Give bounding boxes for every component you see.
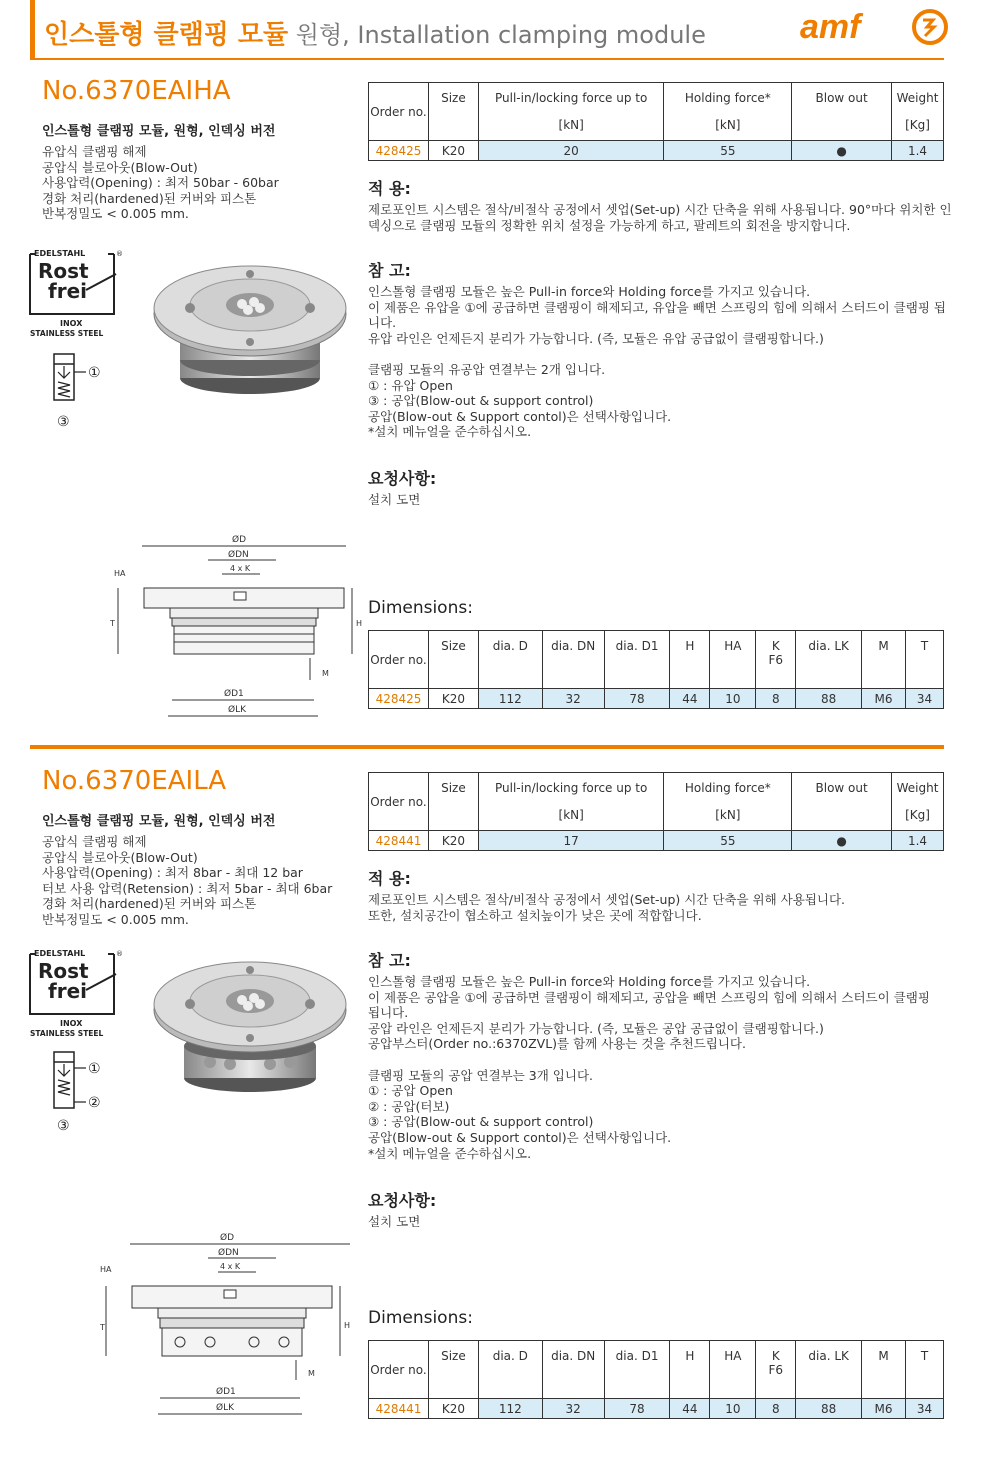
request-text: 설치 도면 bbox=[368, 492, 421, 507]
dim-label-dn: ØDN bbox=[228, 550, 249, 560]
dimensions-table bbox=[368, 630, 944, 709]
port-3-label: ③ bbox=[57, 1118, 70, 1134]
dim-label-k: 4 x K bbox=[220, 1262, 241, 1271]
dim-label-m: M bbox=[308, 1369, 315, 1378]
apply-text: 제로포인트 시스템은 절삭/비절삭 공정에서 셋업(Set-up) 시간 단축을 위해 사용됩니다. 90°마다 위치한 인 덱싱으로 클램핑 모듈의 정확한 위치 설정을 가능하게 하고, 팔레트의 회전을 방지합니다. bbox=[368, 202, 952, 233]
note-text: 인스톨형 클램핑 모듈은 높은 Pull-in force와 Holding force를 가지고 있습니다. 이 제품은 공압을 ①에 공급하면 클램핑이 해제되고, 공압을 빼면 스프링의 힘에 의해서 스터드이 클램핑 됩니다. 공압 라인은 언제든지 분리가 가능합니다. (즉, 모듈은 공압 공급없이 클램핑합니다.) 공압부스터(Order no.:6370ZVL)를 함께 사용는 것을 추천드립니다. 클램핑 모듈의 공압 연결부는 3개 입니다. ① : 공압 Open ② : 공압(터보) ③ : 공압(Blow-out & support control) 공압(Blow-out & Support contol)은 선택사항입니다. *설치 메뉴얼을 준수하십시오. bbox=[368, 974, 930, 1161]
dim-d: 112 bbox=[478, 689, 542, 709]
product-subtitle: 인스톨형 클램핑 모듈, 원형, 인덱싱 버전 bbox=[42, 814, 276, 829]
pull-value: 17 bbox=[478, 831, 664, 851]
col-pull-unit: [kN] bbox=[478, 802, 664, 831]
table-row bbox=[369, 689, 944, 709]
rostfrei-line5: STAINLESS STEEL bbox=[30, 329, 104, 338]
col-order-header: Order no. bbox=[369, 773, 429, 831]
spec-item: 공압식 블로아웃(Blow-Out) bbox=[42, 159, 198, 175]
spec-item: 사용압력(Opening) : 최저 8bar - 최대 12 bar bbox=[42, 865, 303, 881]
rostfrei-reg: ® bbox=[116, 250, 123, 258]
dim-col-order: Order no. bbox=[369, 631, 429, 689]
col-pull-header: Pull-in/locking force up to bbox=[478, 83, 664, 112]
rostfrei-badge bbox=[28, 246, 124, 342]
pneumatic-symbol bbox=[48, 1048, 118, 1134]
dim-col-d: dia. D bbox=[478, 1341, 542, 1399]
dim-d: 112 bbox=[478, 1399, 542, 1419]
port-1-label: ① bbox=[88, 365, 101, 381]
product-section-2 bbox=[0, 750, 1000, 1461]
rostfrei-line3: frei bbox=[48, 279, 87, 303]
col-blow-header: Blow out bbox=[792, 773, 892, 831]
rostfrei-line5: STAINLESS STEEL bbox=[30, 1029, 104, 1038]
dim-d1: 78 bbox=[604, 1399, 670, 1419]
rostfrei-line4: INOX bbox=[60, 1019, 83, 1028]
spec-item: 사용압력(Opening) : 최저 50bar - 60bar bbox=[42, 175, 279, 191]
port-2-label: ② bbox=[88, 1095, 101, 1111]
dimensions-table bbox=[368, 1340, 944, 1419]
dim-col-d1: dia. D1 bbox=[604, 1341, 670, 1399]
spec-item: 경화 처리(hardened)된 커버와 피스톤 bbox=[42, 896, 257, 912]
note-title: 참 고: bbox=[368, 951, 411, 970]
dim-col-m: M bbox=[862, 1341, 906, 1399]
dim-label-t: T bbox=[100, 1323, 105, 1332]
blow-value: ● bbox=[792, 831, 892, 851]
dim-order-number: 428441 bbox=[369, 1399, 429, 1419]
dim-col-k: K F6 bbox=[756, 1341, 796, 1399]
dim-dn: 32 bbox=[542, 689, 604, 709]
dim-col-t: T bbox=[906, 1341, 944, 1399]
dim-k: 8 bbox=[756, 1399, 796, 1419]
dim-t: 34 bbox=[906, 1399, 944, 1419]
dim-label-lk: ØLK bbox=[228, 705, 246, 715]
order-table bbox=[368, 82, 944, 161]
dim-label-ha: HA bbox=[114, 569, 126, 578]
col-hold-unit: [kN] bbox=[664, 112, 792, 141]
dim-m: M6 bbox=[862, 689, 906, 709]
dim-label-h: H bbox=[356, 619, 363, 628]
dim-col-lk: dia. LK bbox=[796, 631, 862, 689]
dim-col-order: Order no. bbox=[369, 1341, 429, 1399]
dim-label-h: H bbox=[344, 1321, 351, 1330]
dim-col-dn: dia. DN bbox=[542, 1341, 604, 1399]
amf-logo-text: amf bbox=[800, 8, 861, 46]
dim-label-k: 4 x K bbox=[230, 564, 251, 573]
rostfrei-badge bbox=[28, 946, 124, 1042]
dim-col-h: H bbox=[670, 631, 710, 689]
spec-item: 공압식 클램핑 해제 bbox=[42, 834, 147, 849]
col-size-header: Size bbox=[428, 773, 478, 831]
product-photo bbox=[150, 250, 350, 410]
order-number: 428425 bbox=[369, 141, 429, 161]
weight-value: 1.4 bbox=[892, 141, 944, 161]
rostfrei-line2: Rost bbox=[38, 959, 89, 983]
rostfrei-line4: INOX bbox=[60, 319, 83, 328]
dim-col-lk: dia. LK bbox=[796, 1341, 862, 1399]
rostfrei-line1: EDELSTAHL bbox=[34, 249, 86, 258]
dim-h: 44 bbox=[670, 1399, 710, 1419]
dim-col-ha: HA bbox=[710, 631, 756, 689]
col-blow-header: Blow out bbox=[792, 83, 892, 141]
note-text: 인스톨형 클램핑 모듈은 높은 Pull-in force와 Holding force를 가지고 있습니다. 이 제품은 유압을 ①에 공급하면 클램핑이 해제되고, 유압을 빼면 스프링의 힘에 의해서 스터드이 클램핑 됩 니다. 유압 라인은 언제든지 분리가 가능합니다. (즉, 모듈은 유압 공급없이 클램핑합니다.) 클램핑 모듈의 유공압 연결부는 2개 입니다. ① : 유압 Open ③ : 공압(Blow-out & support control) 공압(Blow-out & Support contol)은 선택사항입니다. *설치 메뉴얼을 준수하십시오. bbox=[368, 284, 946, 440]
product-section-1 bbox=[0, 60, 1000, 750]
note-title: 참 고: bbox=[368, 261, 411, 280]
dim-label-d1: ØD1 bbox=[216, 1387, 236, 1397]
col-pull-header: Pull-in/locking force up to bbox=[478, 773, 664, 802]
col-hold-header: Holding force* bbox=[664, 83, 792, 112]
dim-col-size: Size bbox=[428, 631, 478, 689]
rostfrei-line1: EDELSTAHL bbox=[34, 949, 86, 958]
dim-label-t: T bbox=[110, 619, 115, 628]
dim-col-h: H bbox=[670, 1341, 710, 1399]
dim-ha: 10 bbox=[710, 1399, 756, 1419]
dim-col-size: Size bbox=[428, 1341, 478, 1399]
col-size-header: Size bbox=[428, 83, 478, 141]
rostfrei-line3: frei bbox=[48, 979, 87, 1003]
order-number: 428441 bbox=[369, 831, 429, 851]
col-weight-unit: [Kg] bbox=[892, 112, 944, 141]
dim-lk: 88 bbox=[796, 1399, 862, 1419]
dim-lk: 88 bbox=[796, 689, 862, 709]
dim-d1: 78 bbox=[604, 689, 670, 709]
dim-col-d1: dia. D1 bbox=[604, 631, 670, 689]
dim-col-t: T bbox=[906, 631, 944, 689]
dim-order-number: 428425 bbox=[369, 689, 429, 709]
installation-drawing bbox=[100, 530, 365, 730]
request-text: 설치 도면 bbox=[368, 1214, 421, 1229]
hold-value: 55 bbox=[664, 831, 792, 851]
dimensions-title: Dimensions: bbox=[368, 1308, 473, 1328]
weight-value: 1.4 bbox=[892, 831, 944, 851]
dim-label-d: ØD bbox=[220, 1233, 235, 1243]
col-weight-unit: [Kg] bbox=[892, 802, 944, 831]
col-hold-unit: [kN] bbox=[664, 802, 792, 831]
dim-label-ha: HA bbox=[100, 1265, 112, 1274]
spec-list bbox=[42, 144, 279, 222]
rostfrei-reg: ® bbox=[116, 950, 123, 958]
product-photo bbox=[150, 946, 350, 1106]
dim-col-dn: dia. DN bbox=[542, 631, 604, 689]
request-title: 요청사항: bbox=[368, 1191, 437, 1210]
product-number: No.6370EAILA bbox=[42, 766, 227, 796]
spec-item: 반복정밀도 < 0.005 mm. bbox=[42, 206, 189, 222]
spec-list bbox=[42, 834, 332, 928]
col-weight-header: Weight bbox=[892, 83, 944, 112]
pull-value: 20 bbox=[478, 141, 664, 161]
table-row bbox=[369, 1399, 944, 1419]
size-value: K20 bbox=[428, 831, 478, 851]
dim-label-d: ØD bbox=[232, 535, 247, 545]
dim-col-m: M bbox=[862, 631, 906, 689]
spec-item: 터보 사용 압력(Retension) : 최저 5bar - 최대 6bar bbox=[42, 880, 333, 896]
spec-item: 반복정밀도 < 0.005 mm. bbox=[42, 911, 189, 927]
dim-size: K20 bbox=[428, 1399, 478, 1419]
dim-label-d1: ØD1 bbox=[224, 689, 244, 699]
amf-logo bbox=[800, 8, 950, 46]
apply-title: 적 용: bbox=[368, 179, 411, 198]
dim-m: M6 bbox=[862, 1399, 906, 1419]
dim-size: K20 bbox=[428, 689, 478, 709]
request-title: 요청사항: bbox=[368, 469, 437, 488]
dim-k: 8 bbox=[756, 689, 796, 709]
page-title: 인스톨형 클램핑 모듈 원형, Installation clamping module bbox=[44, 20, 706, 50]
hold-value: 55 bbox=[664, 141, 792, 161]
col-order-header: Order no. bbox=[369, 83, 429, 141]
dim-label-lk: ØLK bbox=[216, 1403, 234, 1413]
section-divider bbox=[30, 745, 944, 749]
dim-col-d: dia. D bbox=[478, 631, 542, 689]
dim-h: 44 bbox=[670, 689, 710, 709]
spec-item: 유압식 클램핑 해제 bbox=[42, 144, 147, 159]
col-pull-unit: [kN] bbox=[478, 112, 664, 141]
col-weight-header: Weight bbox=[892, 773, 944, 802]
product-number: No.6370EAIHA bbox=[42, 76, 231, 106]
order-table bbox=[368, 772, 944, 851]
table-row bbox=[369, 831, 944, 851]
port-1-label: ① bbox=[88, 1061, 101, 1077]
dim-col-ha: HA bbox=[710, 1341, 756, 1399]
dim-ha: 10 bbox=[710, 689, 756, 709]
dim-dn: 32 bbox=[542, 1399, 604, 1419]
dim-label-dn: ØDN bbox=[218, 1248, 239, 1258]
port-3-label: ③ bbox=[57, 414, 70, 430]
dim-col-k: K F6 bbox=[756, 631, 796, 689]
blow-value: ● bbox=[792, 141, 892, 161]
apply-title: 적 용: bbox=[368, 869, 411, 888]
col-hold-header: Holding force* bbox=[664, 773, 792, 802]
apply-text: 제로포인트 시스템은 절삭/비절삭 공정에서 셋업(Set-up) 시간 단축을 위해 사용됩니다. 또한, 설치공간이 협소하고 설치높이가 낮은 곳에 적합합니다. bbox=[368, 892, 846, 923]
product-subtitle: 인스톨형 클램핑 모듈, 원형, 인덱싱 버전 bbox=[42, 124, 276, 139]
hydraulic-symbol bbox=[48, 350, 118, 430]
rostfrei-line2: Rost bbox=[38, 259, 89, 283]
dimensions-title: Dimensions: bbox=[368, 598, 473, 618]
header-accent-bar bbox=[30, 0, 35, 58]
dim-t: 34 bbox=[906, 689, 944, 709]
spec-item: 공압식 블로아웃(Blow-Out) bbox=[42, 849, 198, 865]
spec-item: 경화 처리(hardened)된 커버와 피스톤 bbox=[42, 190, 257, 206]
size-value: K20 bbox=[428, 141, 478, 161]
dim-label-m: M bbox=[322, 669, 329, 678]
installation-drawing bbox=[100, 1228, 365, 1428]
table-row bbox=[369, 141, 944, 161]
